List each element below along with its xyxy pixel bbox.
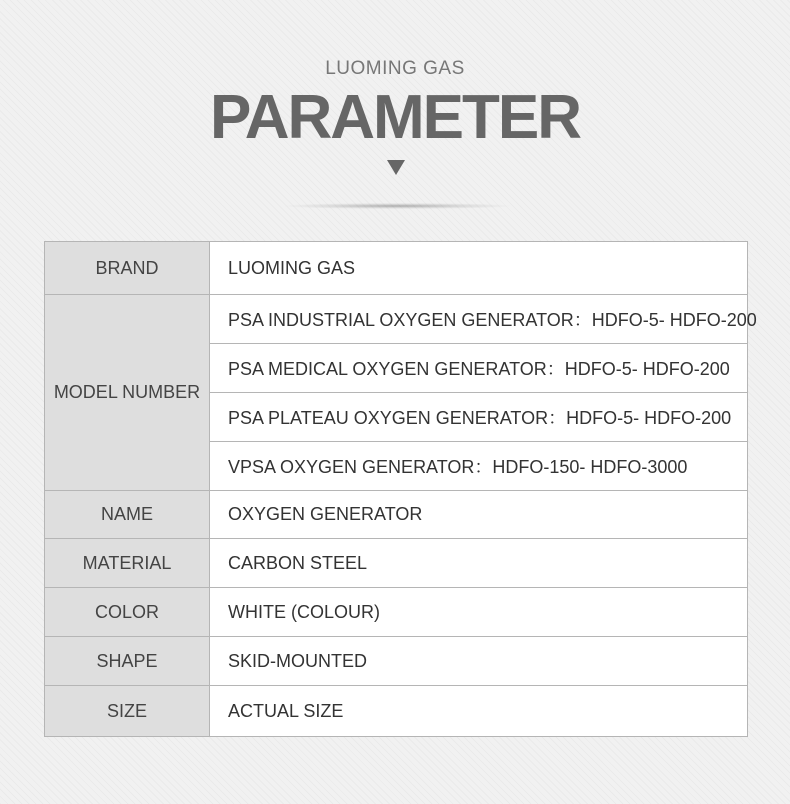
table-row: [45, 686, 748, 737]
table-row: [45, 491, 748, 539]
model-number-value: PSA INDUSTRIAL OXYGEN GENERATOR：HDFO-5- HDFO-200: [210, 295, 748, 344]
color-label: COLOR: [45, 588, 210, 637]
table-row: [45, 539, 748, 588]
model-number-label: MODEL NUMBER: [45, 295, 210, 491]
page-title: PARAMETER: [209, 83, 581, 152]
brand-value: LUOMING GAS: [210, 242, 748, 295]
model-number-value: PSA PLATEAU OXYGEN GENERATOR：HDFO-5- HDFO-200: [210, 393, 748, 442]
shape-value: SKID-MOUNTED: [210, 637, 748, 686]
name-label: NAME: [45, 491, 210, 539]
name-value: OXYGEN GENERATOR: [210, 491, 748, 539]
table-row: [45, 637, 748, 686]
color-value: WHITE (COLOUR): [210, 588, 748, 637]
brand-label: BRAND: [45, 242, 210, 295]
table-row: [45, 295, 748, 344]
material-value: CARBON STEEL: [210, 539, 748, 588]
material-label: MATERIAL: [45, 539, 210, 588]
divider-shadow: [285, 203, 510, 209]
size-label: SIZE: [45, 686, 210, 737]
parameter-table: [44, 241, 757, 737]
model-number-value: VPSA OXYGEN GENERATOR：HDFO-150- HDFO-3000: [210, 442, 748, 491]
shape-label: SHAPE: [45, 637, 210, 686]
table-row: [45, 588, 748, 637]
page-subtitle: LUOMING GAS: [325, 58, 465, 79]
size-value: ACTUAL SIZE: [210, 686, 748, 737]
model-number-value: PSA MEDICAL OXYGEN GENERATOR：HDFO-5- HDFO-200: [210, 344, 748, 393]
triangle-down-icon: [387, 160, 405, 175]
table-row: [45, 242, 748, 295]
